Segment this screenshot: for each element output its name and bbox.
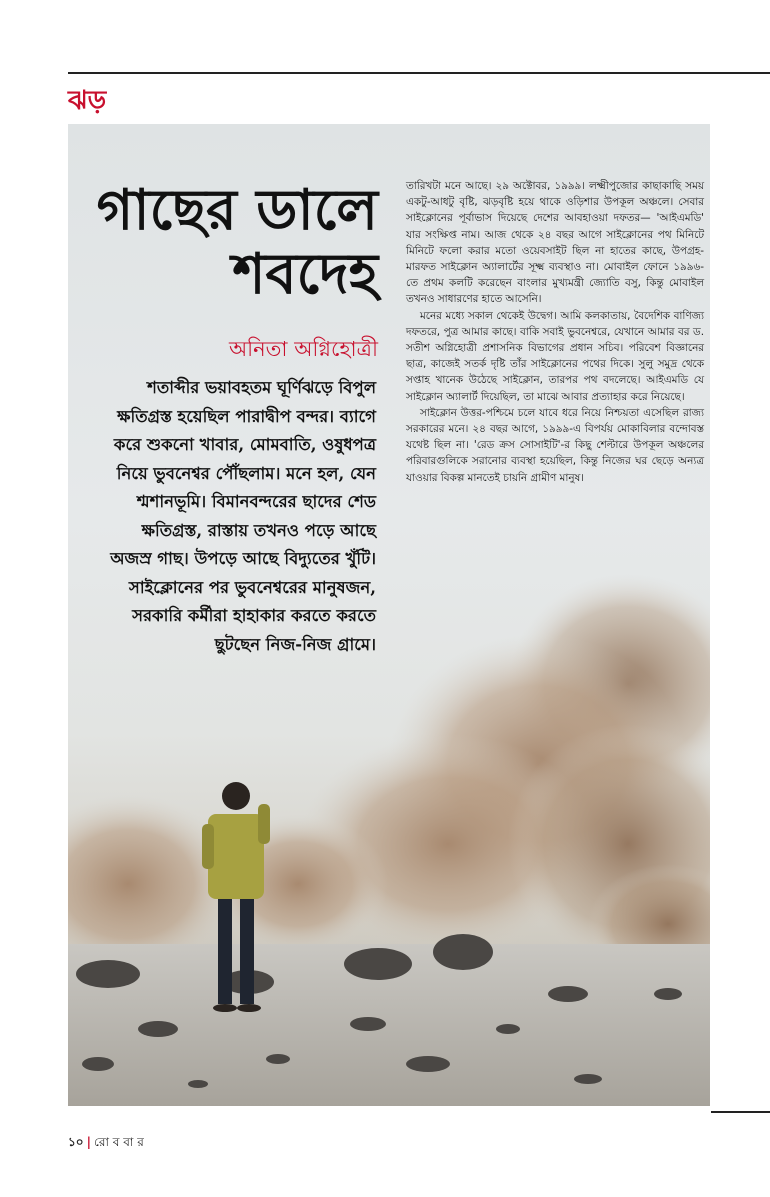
byline: অনিতা অগ্নিহোত্রী [228,337,378,361]
footer-separator: | [86,1135,91,1149]
page-number: ১০ [68,1135,84,1149]
footer-rule [711,1111,770,1113]
body-paragraph: মনের মধ্যে সকাল থেকেই উদ্বেগ। আমি কলকাতায়, বৈদেশিক বাণিজ্য দফতরে, পুত্র আমার কাছে। বাকি সবাই ভুবনেশ্বরে, যেখানে আমার বর ড. সতীশ অগ্নিহোত্রী প্রশাসনিক বিভাগের প্রধান সচিব। পরিবেশ বিজ্ঞানের ছাত্র, কাজেই সতর্ক দৃষ্টি তাঁর সাইক্লোনের পথের দিকে। সুলু সমুদ্র থেকে সপ্তাহ খানেক উঠেছে সাইক্লোন, তারপর পথ বদলেছে। আইএমডি যে সাইক্লোন অ্যালার্ট দিয়েছিল, তা মাঝে আবার প্রত্যাহার করে নিয়েছে। [406,309,704,403]
headline [78,178,378,306]
headline-line-2: শবদেহ [232,241,378,307]
section-label: ঝড় [68,86,107,116]
body-paragraph: সাইক্লোন উত্তর-পশ্চিমে চলে যাবে ধরে নিয়ে নিশ্চয়তা এসেছিল রাজ্য সরকারের মনে। ২৪ বছর আগে, ১৯৯৯-এ বিপর্যয় মোকাবিলার বন্দোবস্ত যথেষ্ট ছিল না। 'রেড ক্রস সোসাইটি'-র কিছু শেল্টারে উপকূল অঞ্চলের পরিবারগুলিকে সরানোর ব্যবস্থা হয়েছিল, কিন্তু নিজের ঘর ছেড়ে অন্যত্র যাওয়ার বিকল্প মানতেই চায়নি গ্রামীণ মানুষ। [406,406,704,484]
body-column [406,178,704,486]
magazine-name: রো ব বা র [93,1135,144,1149]
lead-paragraph [108,374,376,659]
body-paragraph: তারিখটা মনে আছে। ২৯ অক্টোবর, ১৯৯৯। লক্ষ্মীপুজোর কাছাকাছি সময় একটু-আধটু বৃষ্টি, ঝড়বৃষ্টি হয়ে থাকে ওড়িশার উপকূল অঞ্চলে। সেবার সাইক্লোনের পূর্বাভাস দিয়েছে দেশের আবহাওয়া দফতর— 'আইএমডি' যার সংক্ষিপ্ত নাম। আজ থেকে ২৪ বছর আগে সাইক্লোনের পথ মিনিটে মিনিটে ফলো করার মতো ওয়েবসাইট ছিল না হাতের কাছে, উপগ্রহ-মারফত সাইক্লোন অ্যালার্টের সূক্ষ্ম ব্যবস্থাও না। মোবাইল ফোনে ১৯৯৬-তে প্রথম কলটি করেছেন বাংলার মুখ্যমন্ত্রী জ্যোতি বসু, কিন্তু মোবাইল তখনও সাধারণের হাতে আসেনি। [406,180,704,306]
lead-text: শতাব্দীর ভয়াবহতম ঘূর্ণিঝড়ে বিপুল ক্ষতিগ্রস্ত হয়েছিল পারাদ্বীপ বন্দর। ব্যাগে করে শুকনো খাবার, মোমবাতি, ওষুধপত্র নিয়ে ভুবনেশ্বর পৌঁছলাম। মনে হল, যেন শ্মশানভূমি। বিমানবন্দরের ছাদের শেড ক্ষতিগ্রস্ত, রাস্তায় তখনও পড়ে আছে অজস্র গাছ। উপড়ে আছে বিদ্যুতের খুঁটি। সাইক্লোনের পর ভুবনেশ্বরের মানুষজন, সরকারি কর্মীরা হাহাকার করতে করতে ছুটছেন নিজ-নিজ গ্রামে। [110,378,376,654]
page-footer [68,1134,144,1154]
top-rule [68,72,770,74]
headline-line-1: গাছের ডালে [96,177,378,243]
